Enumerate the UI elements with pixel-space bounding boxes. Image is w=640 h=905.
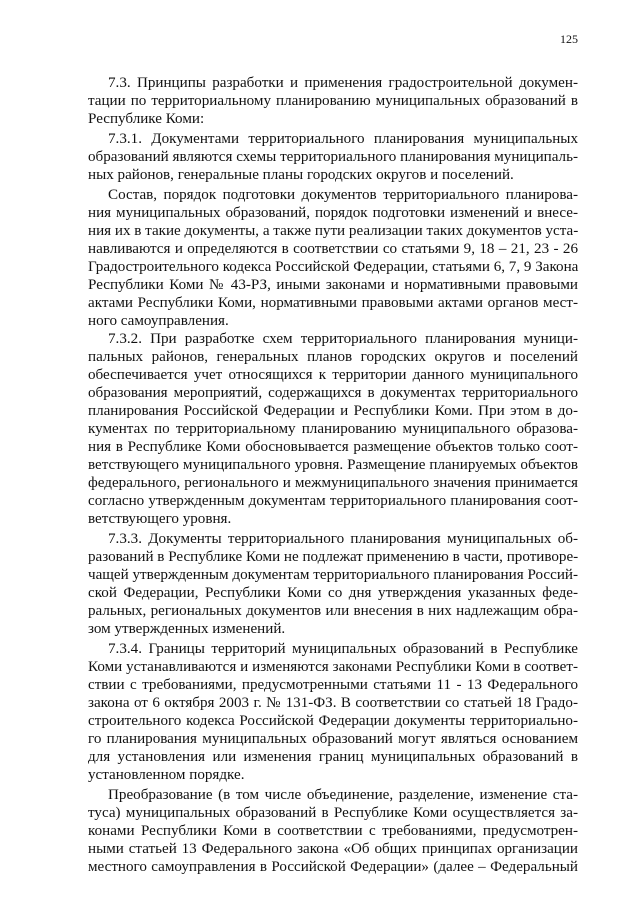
text-line: 7.3. Принципы разработки и применения градостроительной докумен- — [108, 75, 578, 91]
text-line: актами Республики Коми, нормативными правовыми актами органов мест- — [88, 295, 578, 311]
text-line: ными статьей 13 Федерального закона «Об общих принципах организации — [88, 841, 578, 857]
text-line: местного самоуправления в Российской Федерации» (далее – Федеральный — [88, 859, 578, 875]
text-line: конами Республики Коми в соответствии с требованиями, предусмотрен- — [88, 823, 578, 839]
text-line: навливаются и определяются в соответствии со статьями 9, 18 – 21, 23 - 26 — [88, 241, 578, 257]
text-line: ния в Республике Коми обосновывается размещение объектов только соот- — [88, 439, 578, 455]
text-line: тации по территориальному планированию муниципальных образований в — [88, 93, 578, 109]
text-line: 7.3.1. Документами территориального планирования муниципальных — [108, 131, 578, 147]
text-line: 7.3.2. При разработке схем территориального планирования муници- — [108, 331, 578, 347]
text-line: ного самоуправления. — [88, 313, 229, 329]
text-line: ской Федерации, Республики Коми со дня утверждения указанных феде- — [88, 585, 578, 601]
text-line: федерального, регионального и межмуниципального значения принимается — [88, 475, 578, 491]
text-line: ветствующего уровня. — [88, 511, 232, 527]
text-line: туса) муниципальных образований в Республике Коми осуществляется за- — [88, 805, 578, 821]
text-line: Преобразование (в том числе объединение, разделение, изменение ста- — [108, 787, 578, 803]
text-line: зом утвержденных изменений. — [88, 621, 286, 637]
text-line: ральных, региональных документов или внесения в них надлежащим обра- — [88, 603, 578, 619]
text-line: 7.3.3. Документы территориального планирования муниципальных об- — [108, 531, 578, 547]
text-line: Градостроительного кодекса Российской Федерации, статьями 6, 7, 9 Закона — [88, 259, 579, 275]
text-line: образований являются схемы территориального планирования муниципаль- — [88, 149, 578, 165]
text-line: согласно утвержденным документам территориального планирования соот- — [88, 493, 578, 509]
text-line: ных районов, генеральные планы городских округов и поселений. — [88, 167, 514, 183]
text-line: Коми устанавливаются и изменяются законами Республики Коми в соответ- — [88, 659, 578, 675]
text-line: го планирования муниципальных образований могут являться основанием — [88, 731, 578, 747]
text-line: обеспечивается учет относящихся к территории данного муниципального — [88, 367, 578, 383]
text-line: кументах по территориальному планированию муниципального образова- — [88, 421, 578, 437]
text-line: ствии с требованиями, предусмотренными статьями 11 - 13 Федерального — [88, 677, 578, 693]
text-line: разований в Республике Коми не подлежат применению в части, противоре- — [88, 549, 579, 565]
text-line: ния муниципальных образований, порядок подготовки изменений и внесе- — [88, 205, 578, 221]
text-line: для установления или изменения границ муниципальных образований в — [88, 749, 578, 765]
text-line: Состав, порядок подготовки документов территориального планирова- — [108, 187, 578, 203]
text-line: Республики Коми № 43-РЗ, иными законами и нормативными правовыми — [88, 277, 578, 293]
text-line: чащей утвержденным документам территориального планирования Россий- — [88, 567, 578, 583]
text-line: планирования Российской Федерации и Республики Коми. При этом в до- — [88, 403, 578, 419]
text-line: 7.3.4. Границы территорий муниципальных образований в Республике — [108, 641, 578, 657]
text-line: Республике Коми: — [88, 111, 205, 127]
text-line: ветствующего муниципального уровня. Размещение планируемых объектов — [88, 457, 578, 473]
text-line: закона от 6 октября 2003 г. № 131-ФЗ. В соответствии со статьей 18 Градо- — [88, 695, 578, 711]
page-number: 125 — [560, 32, 578, 46]
text-line: строительного кодекса Российской Федерации документы территориально- — [88, 713, 578, 729]
text-line: установленном порядке. — [88, 767, 245, 783]
text-line: пальных районов, генеральных планов городских округов и поселений — [88, 349, 578, 365]
text-line: ния их в такие документы, а также пути реализации таких документов уста- — [88, 223, 579, 239]
text-line: образования мероприятий, содержащихся в документах территориального — [88, 385, 578, 401]
